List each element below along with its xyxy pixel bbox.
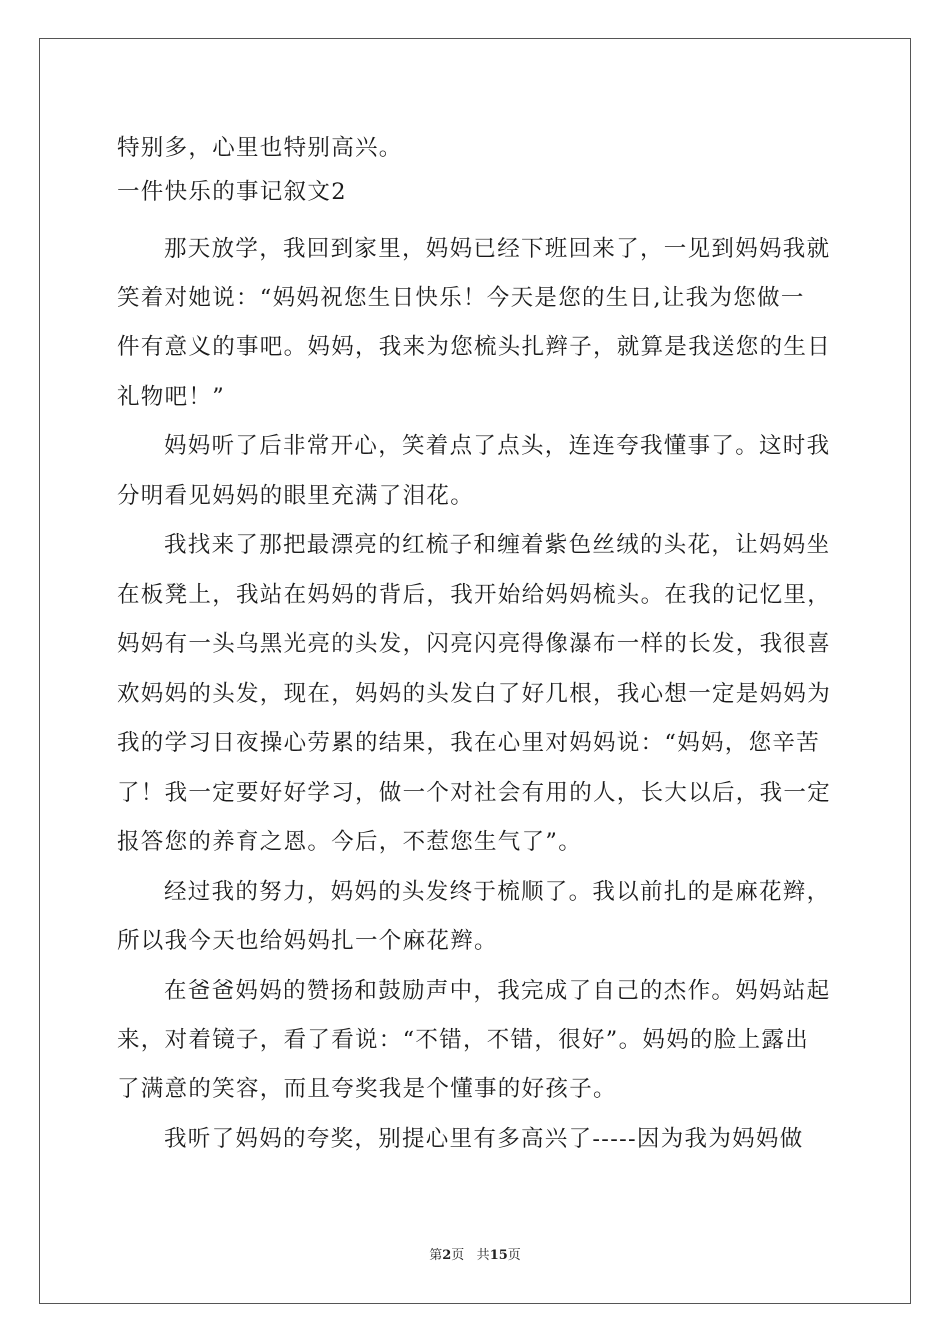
total-suffix: 页: [507, 1248, 521, 1263]
text-line: 欢妈妈的头发，现在，妈妈的头发白了好几根，我心想一定是妈妈为: [117, 681, 832, 707]
page-suffix: 页: [451, 1248, 465, 1263]
page-border: [39, 38, 911, 1304]
page-current: 2: [442, 1248, 452, 1263]
text-line: 分明看见妈妈的眼里充满了泪花。: [117, 483, 475, 509]
text-line: 我找来了那把最漂亮的红梳子和缠着紫色丝绒的头花，让妈妈坐: [164, 532, 831, 558]
text-line: 件有意义的事吧。妈妈，我来为您梳头扎辫子，就算是我送您的生日: [117, 334, 832, 360]
section-heading: 一件快乐的事记叙文2: [117, 179, 347, 205]
text-line: 了！我一定要好好学习，做一个对社会有用的人，长大以后，我一定: [117, 780, 832, 806]
text-line: 经过我的努力，妈妈的头发终于梳顺了。我以前扎的是麻花辫，: [164, 879, 831, 905]
text-line: 笑着对她说：“妈妈祝您生日快乐！今天是您的生日,让我为您做一: [117, 285, 805, 311]
text-line: 所以我今天也给妈妈扎一个麻花辫。: [117, 928, 498, 954]
page-total: 15: [489, 1248, 508, 1263]
page-prefix: 第: [429, 1248, 443, 1263]
text-line: 那天放学，我回到家里，妈妈已经下班回来了，一见到妈妈我就: [164, 236, 831, 262]
text-line: 在板凳上，我站在妈妈的背后，我开始给妈妈梳头。在我的记忆里，: [117, 582, 832, 608]
text-line: 我的学习日夜操心劳累的结果，我在心里对妈妈说：“妈妈，您辛苦: [117, 730, 821, 756]
text-line: 礼物吧！”: [117, 384, 226, 410]
text-line: 来，对着镜子，看了看说：“不错，不错，很好”。妈妈的脸上露出: [117, 1027, 810, 1053]
page-footer: [0, 1246, 950, 1266]
text-line: 特别多，心里也特别高兴。: [117, 135, 403, 161]
text-line: 妈妈听了后非常开心，笑着点了点头，连连夸我懂事了。这时我: [164, 433, 831, 459]
text-line: 了满意的笑容，而且夸奖我是个懂事的好孩子。: [117, 1076, 617, 1102]
text-line: 我听了妈妈的夸奖，别提心里有多高兴了-----因为我为妈妈做: [164, 1126, 804, 1152]
text-line: 在爸爸妈妈的赞扬和鼓励声中，我完成了自己的杰作。妈妈站起: [164, 978, 831, 1004]
text-line: 妈妈有一头乌黑光亮的头发，闪亮闪亮得像瀑布一样的长发，我很喜: [117, 631, 832, 657]
text-line: 报答您的养育之恩。今后，不惹您生气了”。: [117, 829, 583, 855]
total-prefix: 共: [476, 1248, 490, 1263]
